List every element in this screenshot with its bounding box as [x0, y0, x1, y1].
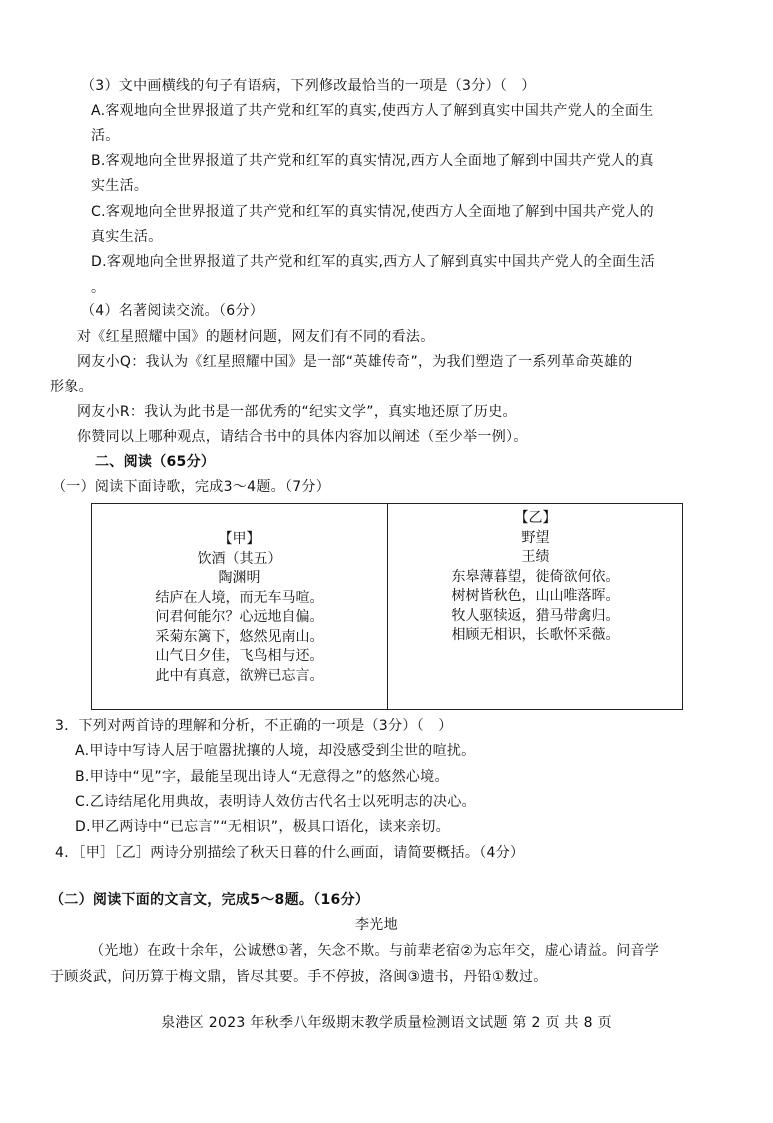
poem-jia — [92, 530, 387, 686]
q3b-option-d: D.甲乙两诗中“已忘言”“无相识”，极具口语化，读来亲切。 — [75, 819, 450, 835]
poem-jia-tag: 【甲】 — [218, 531, 261, 547]
q3-option-b-line1: B.客观地向全世界报道了共产党和红军的真实情况,西方人全面地了解到中国共产党人的真 — [91, 153, 654, 169]
poem-yi-line: 牧人驱犊返，猎马带禽归。 — [451, 607, 620, 624]
poem-yi-title: 野望 — [521, 529, 550, 546]
poem-yi-tag: 【乙】 — [514, 510, 557, 526]
q3b-option-b: B.甲诗中“见”字，最能呈现出诗人“无意得之”的悠然心境。 — [75, 769, 449, 785]
poem-table — [91, 503, 683, 710]
poem-yi-author: 王绩 — [521, 549, 550, 565]
q3-option-b-line2: 实生活。 — [91, 178, 149, 194]
q3-option-d-line1: D.客观地向全世界报道了共产党和红军的真实,西方人了解到真实中国共产党人的全面生活 — [91, 254, 655, 270]
poem-jia-author: 陶渊明 — [218, 570, 261, 586]
q3-option-c-line1: C.客观地向全世界报道了共产党和红军的真实情况,使西方人全面地了解到中国共产党人的 — [91, 204, 654, 220]
q4-stem: （4）名著阅读交流。（6分） — [81, 303, 265, 319]
poem-jia-line: 山气日夕佳，飞鸟相与还。 — [155, 648, 324, 664]
poem-jia-title: 饮酒（其五） — [197, 550, 282, 567]
passage-line2: 于顾炎武，问历算于梅文鼎，皆尽其要。手不停披，洛闽③遗书，丹铅①数过。 — [50, 969, 548, 985]
poem-jia-line: 此中有真意，欲辨已忘言。 — [155, 667, 324, 684]
q3-option-a-line2: 活。 — [91, 128, 120, 144]
q3-option-c-line2: 真实生活。 — [91, 229, 163, 245]
q4-intro: 对《红星照耀中国》的题材问题，网友们有不同的看法。 — [77, 329, 435, 345]
poem-jia-line: 结庐在人境，而无车马喧。 — [155, 589, 324, 606]
q4-netizen-q-line1: 网友小Q：我认为《红星照耀中国》是一部“英雄传奇”，为我们塑造了一系列革命英雄的 — [77, 354, 633, 370]
q3b-option-a: A.甲诗中写诗人居于喧嚣扰攘的人境，却没感受到尘世的喧扰。 — [75, 743, 476, 759]
poem-jia-line: 采菊东篱下，悠然见南山。 — [155, 628, 324, 645]
q4-task: 你赞同以上哪种观点，请结合书中的具体内容加以阐述（至少举一例）。 — [77, 429, 528, 445]
q3-option-d-line2: 。 — [91, 280, 106, 296]
q3b-stem: 3．下列对两首诗的理解和分析，不正确的一项是（3分）（ ） — [55, 718, 453, 734]
q3-option-a-line1: A.客观地向全世界报道了共产党和红军的真实,使西方人了解到真实中国共产党人的全面生 — [91, 103, 654, 119]
part1-heading: （一）阅读下面诗歌，完成3～4题。（7分） — [52, 479, 331, 495]
passage-title: 李光地 — [355, 917, 398, 933]
poem-jia-line: 问君何能尔？心远地自偏。 — [155, 609, 324, 625]
q4-netizen-r: 网友小R：我认为此书是一部优秀的“纪实文学”，真实地还原了历史。 — [77, 404, 517, 420]
part2-heading: （二）阅读下面的文言文，完成5～8题。（16分） — [50, 892, 370, 908]
section-heading: 二、阅读（65分） — [95, 454, 216, 470]
q3b-option-c: C.乙诗结尾化用典故，表明诗人效仿古代名士以死明志的决心。 — [75, 794, 476, 810]
poem-yi-line: 树树皆秋色，山山唯落晖。 — [451, 588, 620, 604]
poem-yi — [388, 509, 683, 646]
q4b-stem: 4．［甲］［乙］两诗分别描绘了秋天日暮的什么画面，请简要概括。（4分） — [55, 845, 525, 861]
q3-stem: （3）文中画横线的句子有语病，下列修改最恰当的一项是（3分）（ ） — [81, 78, 536, 94]
page-footer: 泉港区 2023 年秋季八年级期末教学质量检测语文试题 第 2 页 共 8 页 — [161, 1015, 612, 1031]
q4-netizen-q-line2: 形象。 — [50, 379, 93, 395]
poem-yi-line: 相顾无相识，长歌怀采薇。 — [451, 627, 620, 643]
passage-line1: （光地）在政十余年，公诚懋①著，矢念不欺。与前辈老宿②为忘年交，虚心请益。问音学 — [90, 943, 660, 959]
poem-yi-line: 东皋薄暮望，徙倚欲何依。 — [451, 568, 620, 585]
